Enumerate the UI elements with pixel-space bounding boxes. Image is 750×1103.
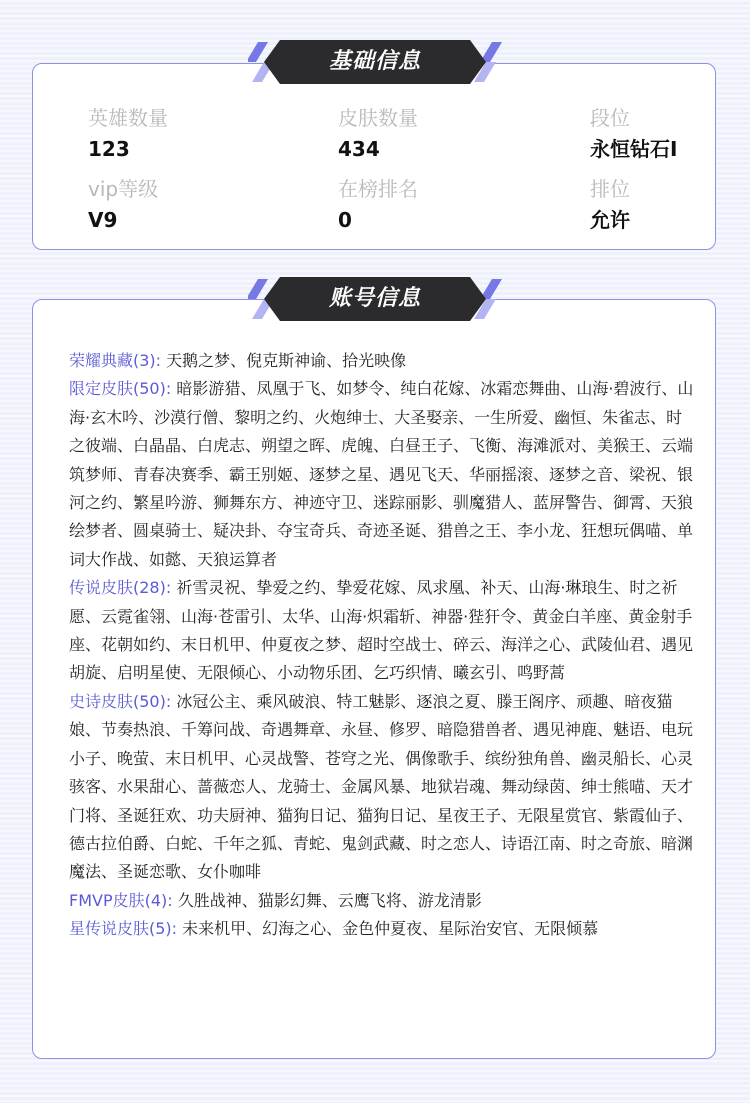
basic-info-card [32,63,716,250]
category-label: 史诗皮肤(50): [69,691,172,711]
stat-value: 允许 [590,208,630,232]
stat-value: 0 [338,208,352,232]
stat-value: V9 [88,208,118,232]
skin-category-glory [69,347,695,375]
stat-rank-tier [590,106,677,162]
stat-vip-level [88,177,158,233]
section-title: 基础信息 [328,49,421,74]
skin-category-fmvp [69,887,695,915]
skin-list [69,347,695,944]
stat-skin-count [338,106,418,162]
stat-ranked-allowed [590,177,630,233]
category-label: 限定皮肤(50): [69,379,172,399]
section-title-banner [248,38,502,86]
section-title: 账号信息 [328,286,421,311]
stat-label: 段位 [590,106,630,130]
category-label: FMVP皮肤(4): [69,890,173,910]
stat-value: 永恒钻石I [590,137,678,161]
stat-label: 皮肤数量 [338,106,418,130]
skin-category-legend [69,574,695,688]
category-label: 星传说皮肤(5): [69,919,178,939]
stat-leaderboard-rank [338,177,418,233]
skin-category-epic [69,688,695,887]
stat-label: 排位 [590,177,630,201]
stat-value: 434 [338,137,380,161]
account-info-card [32,299,716,1059]
stat-hero-count [88,106,168,162]
stat-label: 英雄数量 [88,106,168,130]
stat-label: 在榜排名 [338,177,418,201]
category-items: 天鹅之梦、倪克斯神谕、拾光映像 [166,351,407,370]
stat-value: 123 [88,137,130,161]
category-items: 未来机甲、幻海之心、金色仲夏夜、星际治安官、无限倾慕 [182,919,599,939]
skin-category-limited [69,375,695,574]
section-title-banner [248,275,502,323]
stat-label: vip等级 [88,177,159,201]
category-label: 传说皮肤(28): [69,578,172,598]
category-items: 暗影游猎、凤凰于飞、如梦令、纯白花嫁、冰霜恋舞曲、山海·碧波行、山海·玄木吟、沙漠行僧、黎明之约、火炮绅士、大圣娶亲、一生所爱、幽恒、朱雀志、时之彼端、白晶晶、白虎志、朔望之晖、虎魄、白昼王子、飞衡、海滩派对、美猴王、云端筑梦师、青春决赛季、霸王别姬、逐梦之星、遇见飞天、华丽摇滚、逐梦之音、梁祝、银河之约、繁星吟游、狮舞东方、神迹守卫、迷踪丽影、驯魔猎人、蓝屏警告、御霄、天狼绘梦者、圆桌骑士、疑决卦、夺宝奇兵、奇迹圣诞、猎兽之王、李小龙、狂想玩偶喵、单词大作战、如懿、天狼运算者 [69,379,694,569]
category-label: 荣耀典藏(3): [69,351,162,370]
category-items: 冰冠公主、乘风破浪、特工魅影、逐浪之夏、滕王阁序、顽趣、暗夜猫娘、节奏热浪、千筹问战、奇遇舞章、永昼、修罗、暗隐猎兽者、遇见神鹿、魅语、电玩小子、晚萤、末日机甲、心灵战警、苍穹之光、偶像歌手、缤纷独角兽、幽灵船长、心灵骇客、水果甜心、蔷薇恋人、龙骑士、金属风暴、地狱岩魂、舞动绿茵、绅士熊喵、天才门将、圣诞狂欢、功夫厨神、猫狗日记、猫狗日记、星夜王子、无限星赏官、紫霞仙子、德古拉伯爵、白蛇、千年之狐、青蛇、鬼剑武藏、时之恋人、诗语江南、时之奇旅、暗渊魔法、圣诞恋歌、女仆咖啡 [69,691,694,882]
category-items: 久胜战神、猫影幻舞、云鹰飞将、游龙清影 [177,890,482,910]
category-items: 祈雪灵祝、挚爱之约、挚爱花嫁、凤求凰、补天、山海·琳琅生、时之祈愿、云霓雀翎、山海·苍雷引、太华、山海·炽霜斩、神器·狴犴令、黄金白羊座、黄金射手座、花朝如约、末日机甲、仲夏夜之梦、超时空战士、碎云、海洋之心、武陵仙君、遇见胡旋、启明星使、无限倾心、小动物乐团、乞巧织情、曦玄引、鸣野蒿 [69,578,694,683]
skin-category-star-legend [69,915,695,943]
